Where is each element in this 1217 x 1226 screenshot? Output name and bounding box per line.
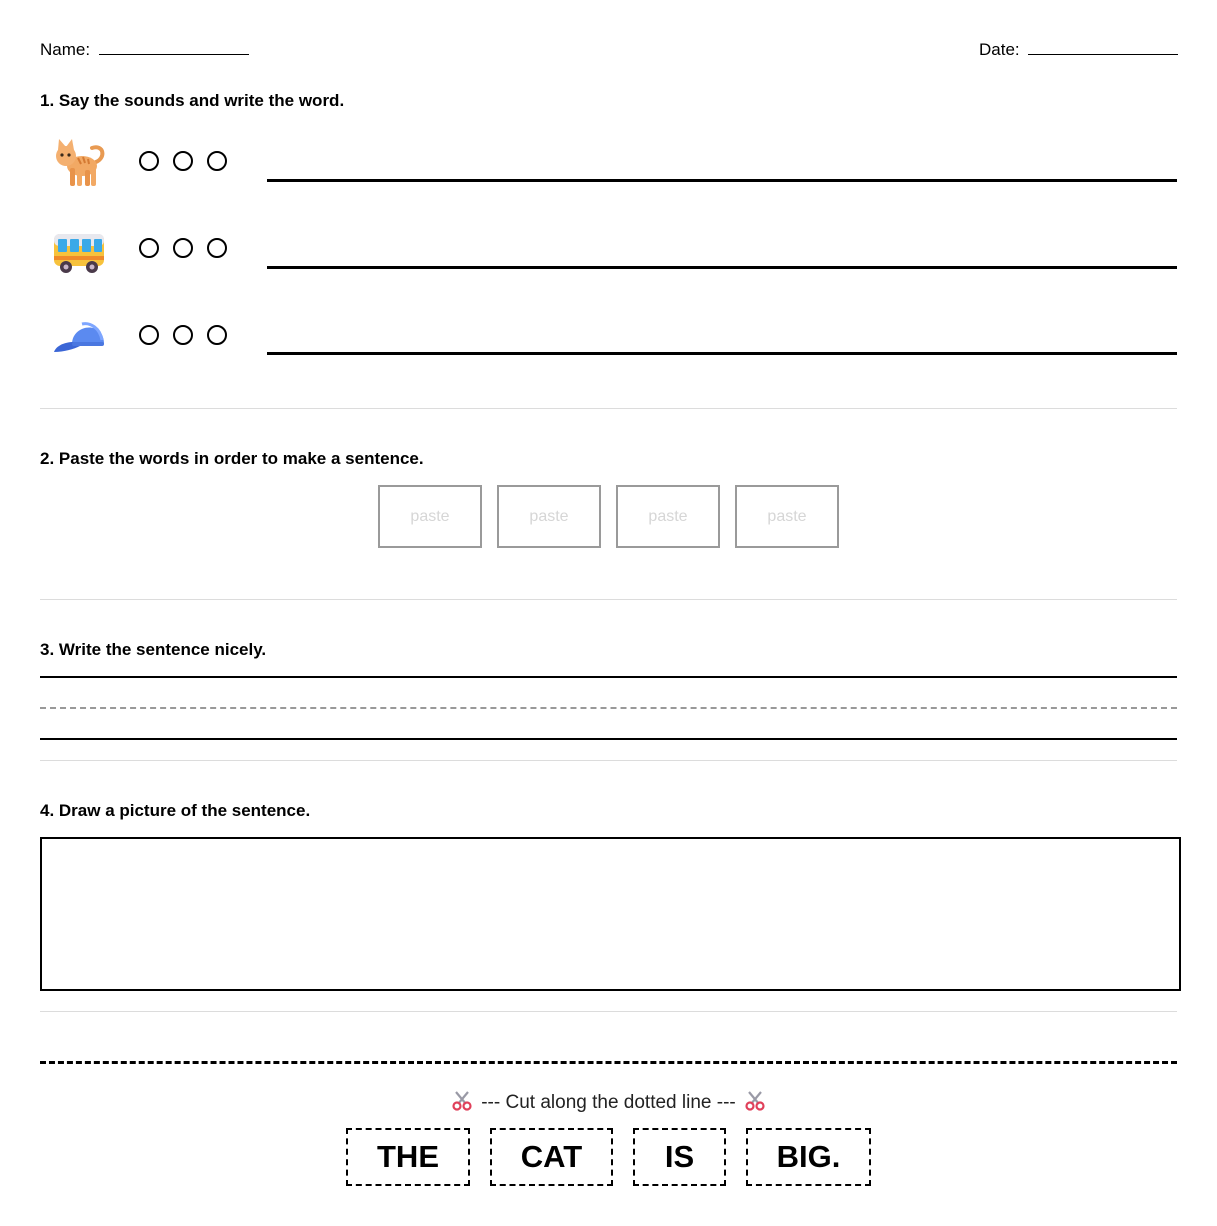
sound-circle[interactable] [139,325,159,345]
name-label: Name: [40,40,91,59]
sound-circles [139,151,227,171]
name-field [40,40,249,60]
sound-circle[interactable] [173,151,193,171]
cut-instruction [0,1089,1217,1117]
section-4-title: 4. Draw a picture of the sentence. [40,801,311,820]
sound-circle[interactable] [173,325,193,345]
word-card[interactable]: THE [346,1128,470,1186]
word-card[interactable]: IS [633,1128,726,1186]
section-3-title: 3. Write the sentence nicely. [40,640,267,659]
cut-line [40,1061,1177,1064]
handwriting-mid-line [40,707,1177,709]
section-divider [40,760,1177,761]
sound-circle[interactable] [139,238,159,258]
sound-circle[interactable] [207,151,227,171]
word-write-line[interactable] [267,266,1177,269]
cat-icon [52,138,106,190]
scissors-icon [451,1089,473,1117]
section-1-title: 1. Say the sounds and write the word. [40,91,345,110]
paste-row [378,485,839,548]
date-field [979,40,1178,60]
paste-box[interactable]: paste [497,485,601,548]
date-label: Date: [979,40,1020,59]
date-blank[interactable] [1028,40,1178,55]
sound-circles [139,325,227,345]
name-blank[interactable] [99,40,249,55]
scissors-icon [744,1089,766,1117]
sound-circle[interactable] [173,238,193,258]
word-write-line[interactable] [267,352,1177,355]
paste-box[interactable]: paste [735,485,839,548]
section-divider [40,1011,1177,1012]
section-2-title: 2. Paste the words in order to make a sentence. [40,449,424,468]
paste-box[interactable]: paste [616,485,720,548]
paste-box[interactable]: paste [378,485,482,548]
word-card[interactable]: BIG. [746,1128,871,1186]
sound-circle[interactable] [139,151,159,171]
sound-circle[interactable] [207,325,227,345]
handwriting-base-line[interactable] [40,738,1177,740]
sound-circle[interactable] [207,238,227,258]
sound-circles [139,238,227,258]
drawing-box[interactable] [40,837,1181,991]
section-divider [40,408,1177,409]
section-divider [40,599,1177,600]
handwriting-top-line[interactable] [40,676,1177,678]
cut-instruction-text: --- Cut along the dotted line --- [481,1092,736,1113]
word-card[interactable]: CAT [490,1128,613,1186]
word-write-line[interactable] [267,179,1177,182]
bus-icon [52,230,106,276]
cap-icon [52,318,108,356]
